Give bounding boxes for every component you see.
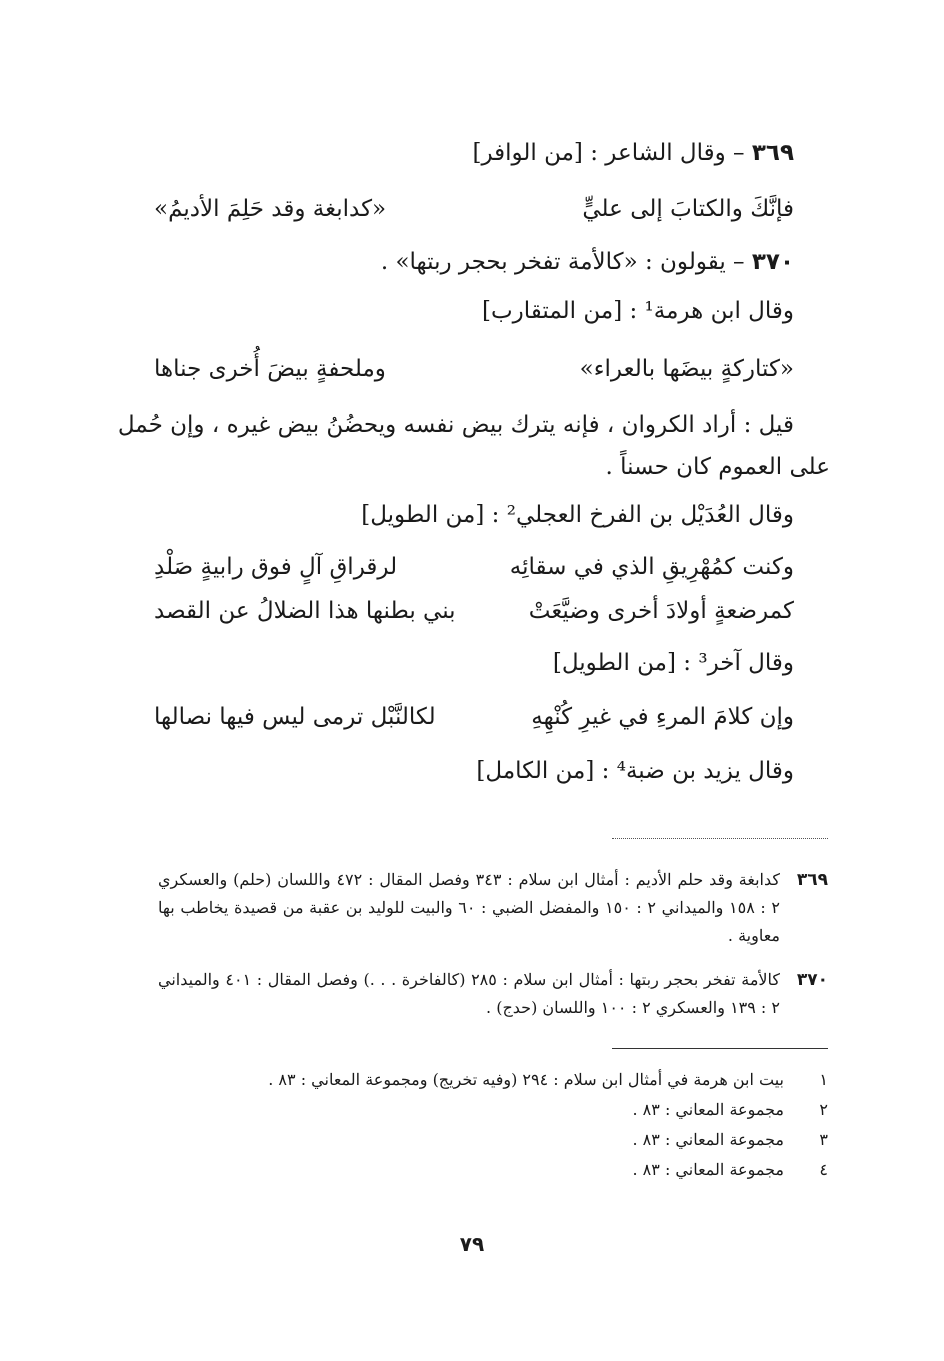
footnote-4 xyxy=(633,1156,829,1184)
verse-hemistich-right: كمرضعةٍ أولادَ أخرى وضيَّعَتْ xyxy=(528,598,794,624)
footnote-3 xyxy=(633,1126,829,1154)
entry-number: ٣٦٩ xyxy=(751,140,794,166)
verse-hemistich-left: لرقراقِ آلٍ فوق رابيةٍ صَلْدِ xyxy=(154,554,398,580)
verse-hemistich-left: وملحفةٍ بيضَ أُخرى جناها xyxy=(154,356,386,382)
note-number: ٣٦٩ xyxy=(796,870,828,890)
verse-hemistich-left: بني بطنها هذا الضلالُ عن القصد xyxy=(154,598,456,624)
footnote-text: مجموعة المعاني : ٨٣ . xyxy=(632,1160,784,1179)
entry-text: – وقال الشاعر : [من الوافر] xyxy=(472,140,745,166)
note-text: كدابغة وقد حلم الأديم : أمثال ابن سلام : ٣٤٣ وفصل المقال : ٤٧٢ واللسان (حلم) والعسكري ٢ : ١٥٨ والميداني ٢ : ١٥٠ والمفضل الضبي : ٦٠ والبيت للوليد بن عقبة من قصيدة يخاطب بها معاوية . xyxy=(158,870,781,945)
verse-hemistich-right: «كتاركةٍ بيضَها بالعراء» xyxy=(579,356,794,382)
verse-369 xyxy=(154,192,794,232)
footnote-number: ١ xyxy=(819,1070,828,1089)
footnote-2 xyxy=(633,1096,829,1124)
commentary-line-1: قيل : أراد الكروان ، فإنه يترك بيض نفسه ويحضُنُ بيض غيره ، وإن حُمل xyxy=(117,412,794,438)
note-number: ٣٧٠ xyxy=(796,970,828,990)
footnote-number: ٤ xyxy=(819,1160,828,1179)
verse-hemistich-left: «كدابغة وقد حَلِمَ الأديمُ» xyxy=(154,196,387,222)
verse-akhar xyxy=(154,700,794,740)
footnote-number: ٢ xyxy=(819,1100,828,1119)
note-text: كالأمة تفخر بحجر ربتها : أمثال ابن سلام : ٢٨٥ (كالفاخرة . . .) وفصل المقال : ٤٠١ والميداني ٢ : ١٣٩ والعسكري ٢ : ١٠٠ واللسان (حدج) . xyxy=(158,970,781,1017)
page-number: ٧٩ xyxy=(459,1232,485,1256)
footnote-text: مجموعة المعاني : ٨٣ . xyxy=(632,1100,784,1119)
entry-370-heading xyxy=(381,245,794,279)
footnote-1 xyxy=(268,1066,828,1094)
verse-hemistich-left: لكالنَّبْل ترمى ليس فيها نصالها xyxy=(154,704,436,730)
footnote-text: مجموعة المعاني : ٨٣ . xyxy=(632,1130,784,1149)
ibn-harma-intro: وقال ابن هرمة¹ : [من المتقارب] xyxy=(482,298,794,324)
verse-ibn-harma xyxy=(154,352,794,392)
entry-number: ٣٧٠ xyxy=(751,249,794,275)
akhar-intro: وقال آخر³ : [من الطويل] xyxy=(552,650,794,676)
footnote-number: ٣ xyxy=(819,1130,828,1149)
entry-text: – يقولون : «كالأمة تفخر بحجر ربتها» . xyxy=(380,249,745,275)
footnote-text: بيت ابن هرمة في أمثال ابن سلام : ٢٩٤ (وفيه تخريج) ومجموعة المعاني : ٨٣ . xyxy=(268,1070,784,1089)
footnotes-separator xyxy=(612,1048,828,1049)
verse-hemistich-right: وإن كلامَ المرءِ في غيرِ كُنْهِهِ xyxy=(531,704,794,730)
verse-hemistich-right: وكنت كمُهْرِيقِ الذي في سقائِه xyxy=(509,554,794,580)
entry-369-heading xyxy=(472,136,794,170)
udhayl-intro: وقال العُدَيْل بن الفرخ العجلي² : [من الطويل] xyxy=(361,502,794,528)
yazid-intro: وقال يزيد بن ضبة⁴ : [من الكامل] xyxy=(476,758,794,784)
verse-udhayl-1 xyxy=(154,550,794,590)
verse-udhayl-2 xyxy=(154,594,794,634)
verse-hemistich-right: فإنَّكَ والكتابَ إلى عليٍّ xyxy=(582,196,794,222)
note-370 xyxy=(158,966,828,1022)
commentary-line-2: على العموم كان حسناً . xyxy=(605,454,830,480)
notes-separator xyxy=(612,838,828,839)
note-369 xyxy=(158,866,828,950)
